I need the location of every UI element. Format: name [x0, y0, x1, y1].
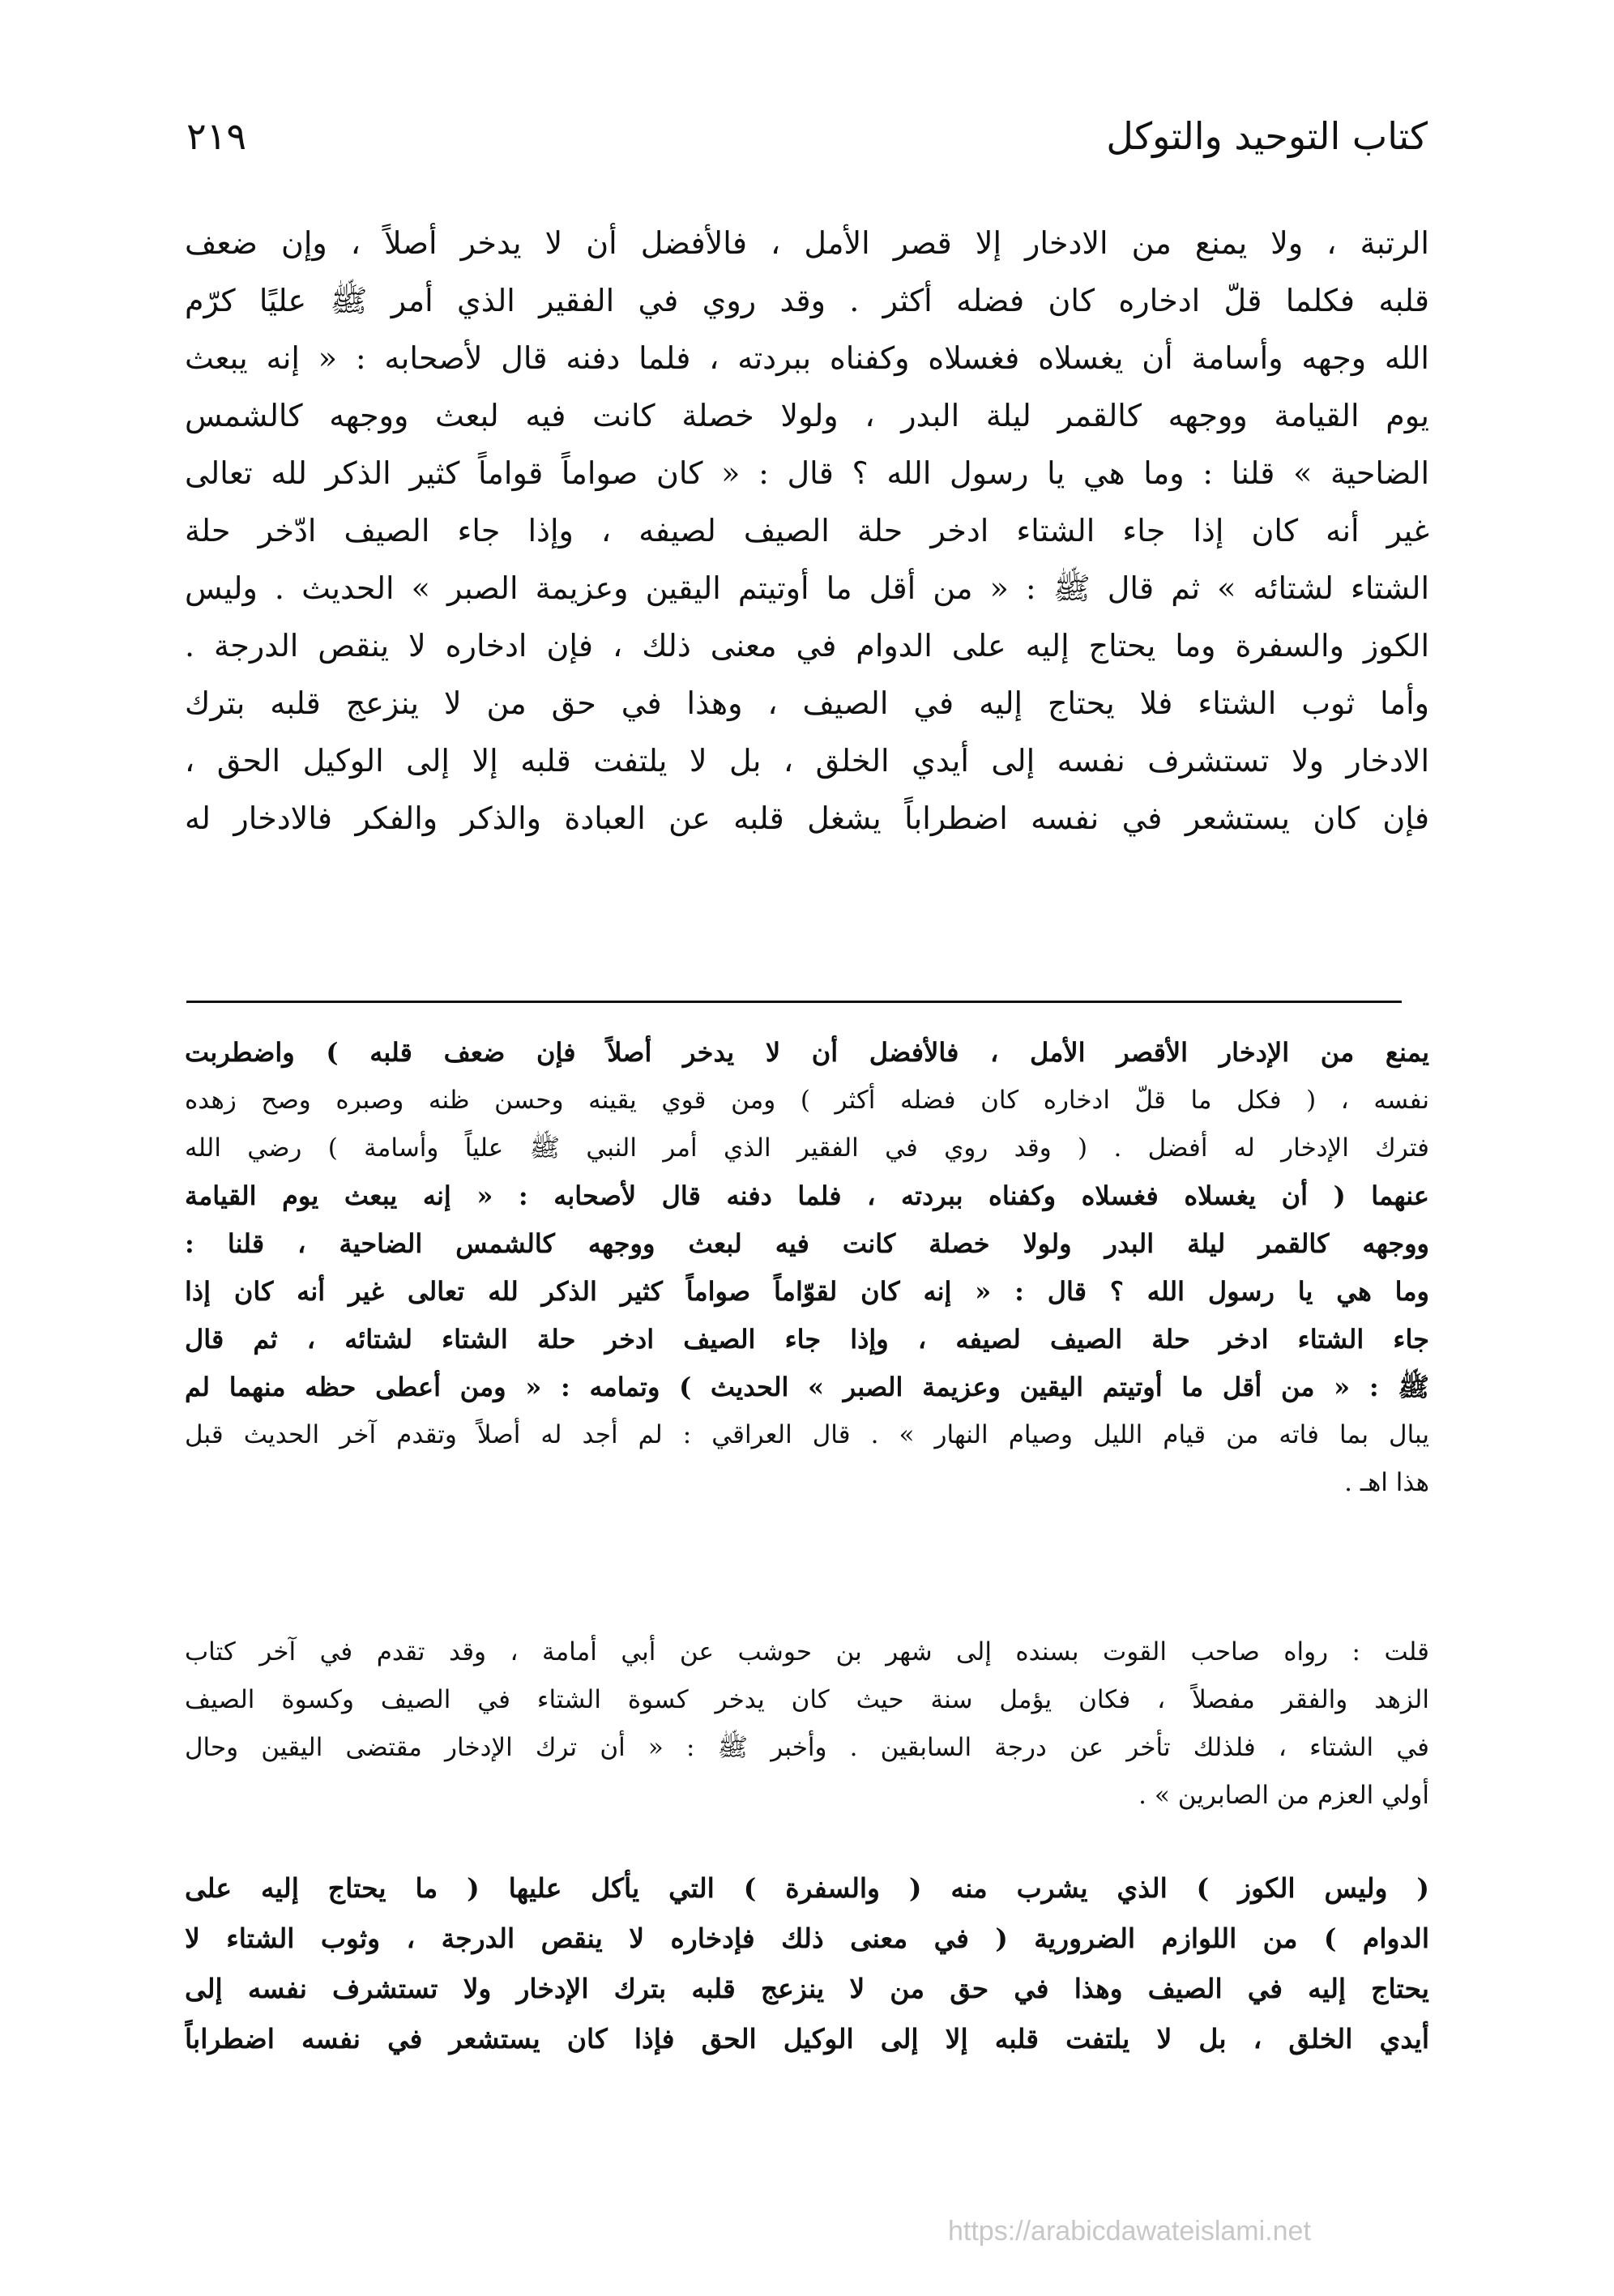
- watermark-url: https://arabicdawateislami.net: [948, 2216, 1311, 2247]
- main-text-line: الرتبة ، ولا يمنع من الادخار إلا قصر الأمل ، فالأفضل أن لا يدخر أصلاً ، وإن ضعف: [185, 225, 1429, 261]
- main-text-block: [185, 215, 1429, 847]
- commentary-line: وما هي يا رسول الله ؟ قال : « إنه كان لقوّاماً صواماً كثير الذكر لله تعالى غير أنه كان إذا: [185, 1276, 1429, 1307]
- commentary-line: ﷺ : « من أقل ما أوتيتم اليقين وعزيمة الصبر » الحديث ) وتمامه : « ومن أعطى حظه منهما لم: [185, 1372, 1429, 1402]
- commentary-line: هذا اهـ .: [1344, 1468, 1429, 1497]
- main-text-line: وأما ثوب الشتاء فلا يحتاج إليه في الصيف ، وهذا في حق من لا ينزعج قلبه بترك: [185, 685, 1429, 721]
- page-number: ٢١٩: [186, 114, 247, 158]
- commentary-line: نفسه ، ( فكل ما قلّ ادخاره كان فضله أكثر ) ومن قوي يقينه وحسن ظنه وصبره وصح زهده: [185, 1086, 1429, 1115]
- final-commentary-block: [185, 1863, 1429, 2064]
- main-text-line: غير أنه كان إذا جاء الشتاء ادخر حلة الصيف لصيفه ، وإذا جاء الصيف ادّخر حلة: [185, 513, 1429, 548]
- note-line: قلت : رواه صاحب القوت بسنده إلى شهر بن حوشب عن أبي أمامة ، وقد تقدم في آخر كتاب: [185, 1637, 1429, 1667]
- main-text-line: يوم القيامة ووجهه كالقمر ليلة البدر ، ولولا خصلة كانت فيه لبعث ووجهه كالشمس: [185, 398, 1429, 433]
- commentary-line: ووجهه كالقمر ليلة البدر ولولا خصلة كانت فيه لبعث ووجهه كالشمس الضاحية ، قلنا :: [185, 1228, 1429, 1259]
- main-text-line: قلبه فكلما قلّ ادخاره كان فضله أكثر . وقد روي في الفقير الذي أمر ﷺ عليًا كرّم: [185, 283, 1429, 318]
- note-block: [185, 1628, 1429, 1820]
- commentary-line: يمنع من الإدخار الأقصر الأمل ، فالأفضل أن لا يدخر أصلاً فإن ضعف قلبه ) واضطربت: [185, 1037, 1429, 1068]
- separator-rule: [186, 1001, 1402, 1003]
- final-line: الدوام ) من اللوازم الضرورية ( في معنى ذلك فإدخاره لا ينقص الدرجة ، وثوب الشتاء لا: [185, 1923, 1429, 1954]
- running-head: [186, 104, 1428, 169]
- final-line: ( وليس الكوز ) الذي يشرب منه ( والسفرة ) التي يأكل عليها ( ما يحتاج إليه على: [185, 1872, 1429, 1904]
- main-text-line: الادخار ولا تستشرف نفسه إلى أيدي الخلق ، بل لا يلتفت قلبه إلا إلى الوكيل الحق ،: [185, 743, 1429, 779]
- note-line: أولي العزم من الصابرين » .: [1138, 1781, 1429, 1810]
- note-line: في الشتاء ، فلذلك تأخر عن درجة السابقين . وأخبر ﷺ : « أن ترك الإدخار مقتضى اليقين وحال: [185, 1733, 1429, 1762]
- commentary-block: [185, 1029, 1429, 1507]
- main-text-line: فإن كان يستشعر في نفسه اضطراباً يشغل قلبه عن العبادة والذكر والفكر فالادخار له: [185, 800, 1429, 836]
- final-line: يحتاج إليه في الصيف وهذا في حق من لا ينزعج قلبه بترك الإدخار ولا تستشرف نفسه إلى: [185, 1973, 1429, 2004]
- commentary-line: عنهما ( أن يغسلاه فغسلاه وكفناه ببردته ، فلما دفنه قال لأصحابه : « إنه يبعث يوم القيامة: [185, 1180, 1429, 1211]
- final-line: أيدي الخلق ، بل لا يلتفت قلبه إلا إلى الوكيل الحق فإذا كان يستشعر في نفسه اضطراباً: [185, 2023, 1429, 2055]
- main-text-line: الضاحية » قلنا : وما هي يا رسول الله ؟ قال : « كان صواماً قواماً كثير الذكر لله تعالى: [185, 455, 1429, 491]
- commentary-line: فترك الإدخار له أفضل . ( وقد روي في الفقير الذي أمر النبي ﷺ علياً وأسامة ) رضي الله: [185, 1133, 1429, 1163]
- book-title: كتاب التوحيد والتوكل: [1106, 114, 1428, 158]
- commentary-line: يبال بما فاته من قيام الليل وصيام النهار » . قال العراقي : لم أجد له أصلاً وتقدم آخر الحديث قبل: [185, 1420, 1429, 1449]
- main-text-line: الكوز والسفرة وما يحتاج إليه على الدوام في معنى ذلك ، فإن ادخاره لا ينقص الدرجة .: [185, 628, 1429, 664]
- main-text-line: الله وجهه وأسامة أن يغسلاه فغسلاه وكفناه ببردته ، فلما دفنه قال لأصحابه : « إنه يبعث: [185, 340, 1429, 376]
- main-text-line: الشتاء لشتائه » ثم قال ﷺ : « من أقل ما أوتيتم اليقين وعزيمة الصبر » الحديث . وليس: [185, 570, 1429, 606]
- commentary-line: جاء الشتاء ادخر حلة الصيف لصيفه ، وإذا جاء الصيف ادخر حلة الشتاء لشتائه ، ثم قال: [185, 1324, 1429, 1355]
- note-line: الزهد والفقر مفصلاً ، فكان يؤمل سنة حيث كان يدخر كسوة الشتاء في الصيف وكسوة الصيف: [185, 1685, 1429, 1714]
